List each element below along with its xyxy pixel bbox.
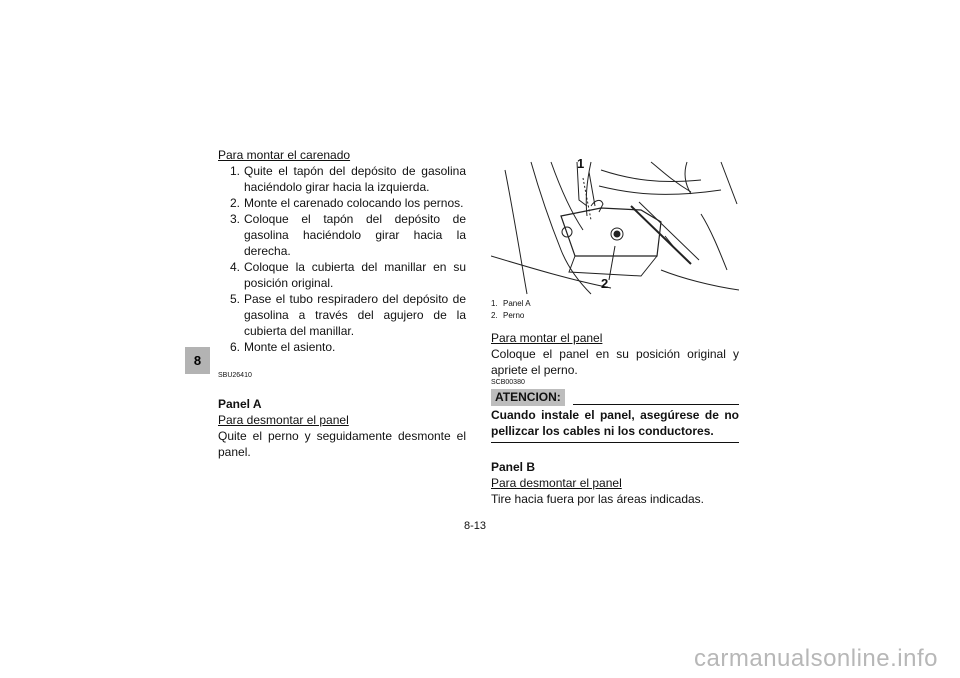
remove-panel-b-title: Para desmontar el panel bbox=[491, 476, 622, 490]
caption-text: Panel A bbox=[503, 299, 531, 308]
warning-code: SCB00380 bbox=[491, 379, 525, 386]
step-item bbox=[218, 339, 466, 355]
step-item bbox=[218, 163, 466, 195]
panel-b-heading: Panel B bbox=[491, 460, 536, 474]
figure-captions bbox=[491, 298, 739, 322]
step-item bbox=[218, 291, 466, 339]
install-fairing-steps bbox=[218, 163, 466, 355]
remove-panel-text: Quite el perno y seguidamente desmonte el panel. bbox=[218, 429, 466, 459]
step-text: Coloque la cubierta del manillar en su posición original. bbox=[244, 260, 466, 290]
remove-panel-title: Para desmontar el panel bbox=[218, 413, 349, 427]
step-text: Monte el asiento. bbox=[244, 340, 336, 354]
install-panel-text: Coloque el panel en su posición original y apriete el perno. bbox=[491, 347, 739, 377]
left-column bbox=[218, 147, 466, 460]
figure-callout-2: 2 bbox=[601, 276, 609, 291]
warning-header bbox=[491, 389, 739, 406]
panel-a-figure bbox=[491, 156, 739, 296]
warning-label: ATENCION: bbox=[491, 389, 565, 406]
step-text: Pase el tubo respiradero del depósito de gasolina a través del agujero de la cubierta del manillar. bbox=[244, 292, 466, 338]
watermark: carmanualsonline.info bbox=[694, 645, 938, 672]
install-panel-title: Para montar el panel bbox=[491, 331, 603, 345]
remove-panel-b-text: Tire hacia fuera por las áreas indicadas. bbox=[491, 492, 704, 506]
chapter-tab: 8 bbox=[185, 347, 210, 374]
install-fairing-title: Para montar el carenado bbox=[218, 148, 351, 162]
caption-item bbox=[491, 298, 739, 310]
caption-number: 1. bbox=[491, 299, 498, 308]
step-number: 4. bbox=[229, 260, 240, 274]
step-text: Quite el tapón del depósito de gasolina haciéndolo girar hacia la izquierda. bbox=[244, 164, 466, 194]
warning-text: Cuando instale el panel, asegúrese de no pellizcar los cables ni los conductores. bbox=[491, 407, 739, 443]
page-number: 8-13 bbox=[464, 520, 487, 532]
warning-rule bbox=[573, 390, 739, 405]
step-item bbox=[218, 211, 466, 259]
step-text: Monte el carenado colocando los pernos. bbox=[244, 196, 464, 210]
step-number: 3. bbox=[229, 212, 240, 226]
section-code: SBU26410 bbox=[218, 372, 252, 379]
panel-a-heading: Panel A bbox=[218, 397, 262, 411]
step-text: Coloque el tapón del depósito de gasolina haciéndolo girar hacia la derecha. bbox=[244, 212, 466, 258]
step-item bbox=[218, 195, 466, 211]
step-number: 5. bbox=[229, 292, 240, 306]
step-number: 6. bbox=[229, 340, 240, 354]
step-number: 2. bbox=[229, 196, 240, 210]
figure-callout-1: 1 bbox=[577, 156, 585, 171]
step-item bbox=[218, 259, 466, 291]
panel-illustration bbox=[491, 160, 739, 296]
right-column bbox=[491, 156, 739, 507]
step-number: 1. bbox=[229, 164, 240, 178]
caption-number: 2. bbox=[491, 311, 498, 320]
caption-item bbox=[491, 310, 739, 322]
caption-text: Perno bbox=[503, 311, 525, 320]
